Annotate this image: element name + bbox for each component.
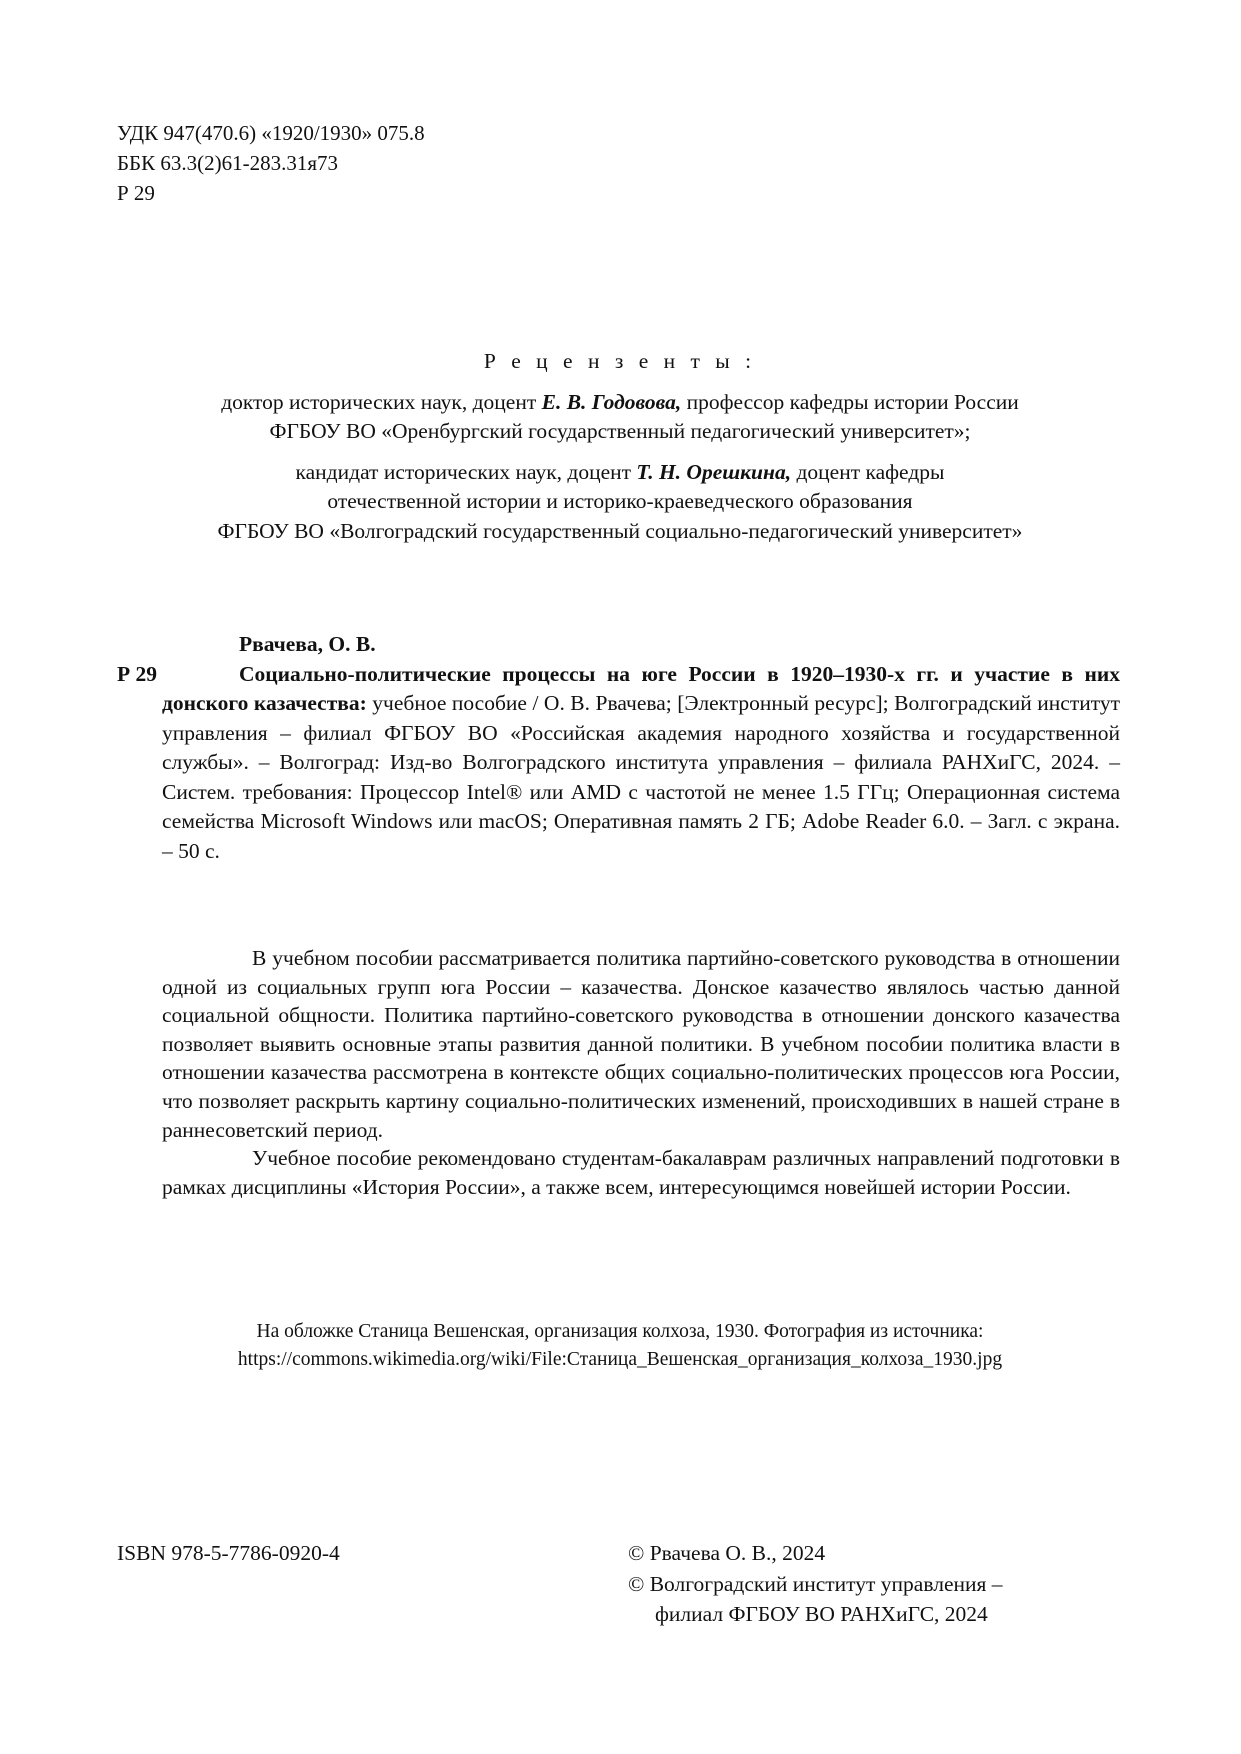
reviewer-first-line1 [120,388,1120,418]
classification-codes [117,118,425,208]
annotation-paragraph-1: В учебном пособии рассматривается политика партийно-советского руководства в отношении одной из социальных групп юга России – казачества. Донское казачество являлось частью данной социальной общности. Политика партийно-советского руководства в отношении донского казачества позволяет выявить основные этапы развития данной политики. В учебном пособии политика власти в отношении казачества рассмотрена в контексте общих социально-политических процессов юга России, что позволяет раскрыть картину социально-политических изменений, происходивших в нашей стране в раннесоветский период. [162,946,1120,1142]
reviewer-second-affiliation: ФГБОУ ВО «Волгоградский государственный социально-педагогический университет» [217,518,1023,543]
copyright-institution-cont: филиал ФГБОУ ВО РАНХиГС, 2024 [655,1602,988,1626]
udk-code: УДК 947(470.6) «1920/1930» 075.8 [117,121,425,145]
reviewer-second [120,458,1120,547]
reviewer-second-degree: кандидат исторических наук, доцент [295,459,637,484]
reviewer-second-name: Т. Н. Орешкина, [636,459,792,484]
record-title: Социально-политические процессы на юге России в 1920–1930-х гг. и участие в них донского казачества: [162,661,1120,715]
record-entry [117,660,1120,867]
isbn: ISBN 978-5-7786-0920-4 [117,1541,340,1565]
copyright-block [628,1538,1003,1630]
bbk-code: ББК 63.3(2)61-283.31я73 [117,151,339,175]
reviewer-first [120,388,1120,447]
reviewer-second-department: отечественной истории и историко-краеведческого образования [327,489,913,513]
reviewer-second-line1 [120,458,1120,488]
reviewer-second-position: доцент кафедры [791,459,945,484]
copyright-institution: © Волгоградский институт управления – [628,1571,1003,1596]
cover-note [120,1318,1120,1374]
copyright-author: © Рвачева О. В., 2024 [628,1541,826,1565]
cover-note-text: На обложке Станица Вешенская, организация колхоза, 1930. Фотография из источника: [256,1321,984,1342]
reviewer-first-affiliation: ФГБОУ ВО «Оренбургский государственный педагогический университет»; [269,419,971,443]
cover-note-url: https://commons.wikimedia.org/wiki/File:Станица_Вешенская_организация_колхоза_1930.jpg [237,1349,1003,1370]
reviewer-first-position: профессор кафедры истории России [681,389,1019,414]
annotation-paragraph-2: Учебное пособие рекомендовано студентам-бакалаврам различных направлений подготовки в рамках дисциплины «История России», а также всем, интересующимся новейшей истории России. [162,1146,1120,1199]
record-details: учебное пособие / О. В. Рвачева; [Электронный ресурс]; Волгоградский институт управления – филиал ФГБОУ ВО «Российская академия народного хозяйства и государственной службы». – Волгоград: Изд-во Волгоградского института управления – филиала РАНХиГС, 2024. – Систем. требования: Процессор Intel® или AMD с частотой не менее 1.5 ГГц; Операционная система семейства Microsoft Windows или macOS; Оперативная память 2 ГБ; Adobe Reader 6.0. – Загл. с экрана. – 50 с. [162,691,1120,863]
bibliographic-record [117,630,1120,866]
annotation [162,944,1120,1201]
reviewers-heading: Р е ц е н з е н т ы : [483,349,757,373]
author-mark: Р 29 [117,181,155,205]
record-text [117,660,1120,867]
record-code: Р 29 [117,661,158,686]
reviewer-first-degree: доктор исторических наук, доцент [221,389,542,414]
record-author: Рвачева, О. В. [239,632,376,656]
reviewers-section [120,347,1120,557]
reviewer-first-name: Е. В. Годовова, [541,389,682,414]
